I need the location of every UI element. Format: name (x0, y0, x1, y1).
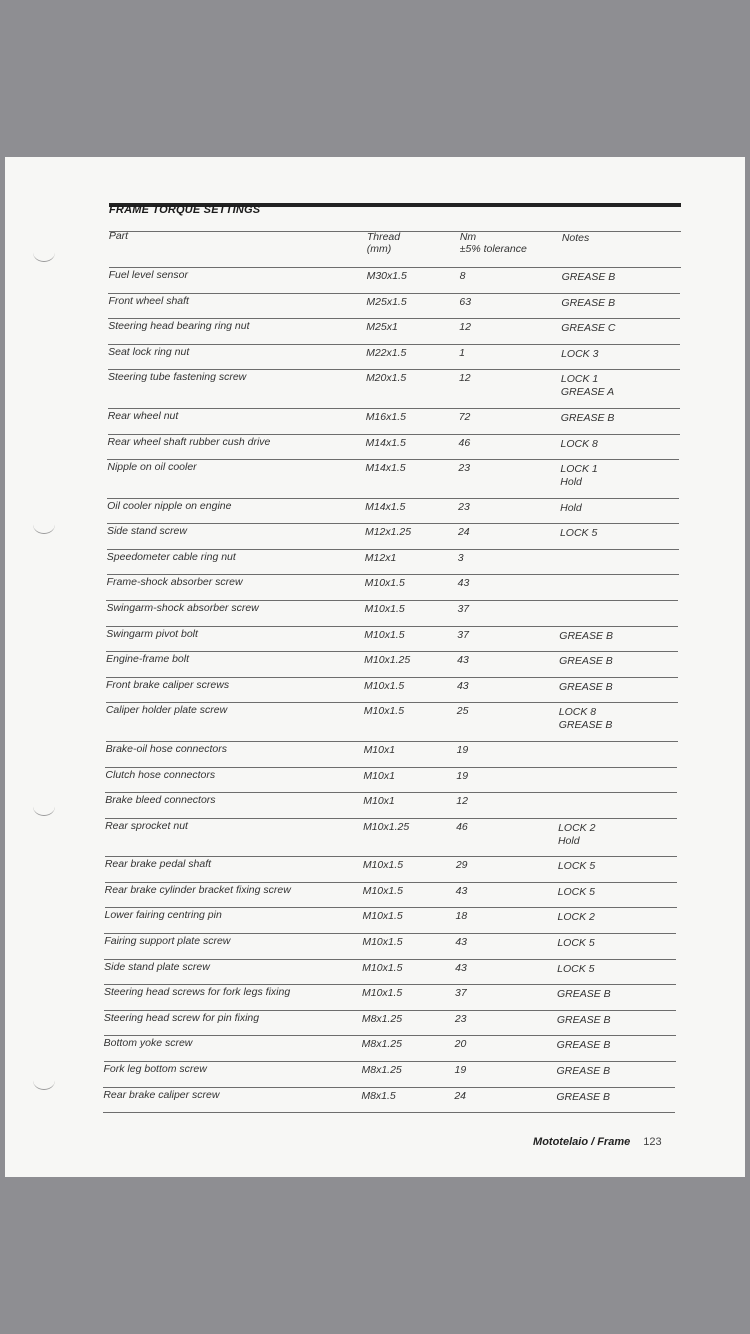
page-number: 123 (643, 1136, 662, 1148)
row-notes: GREASE B (561, 271, 616, 283)
row-part: Seat lock ring nut (108, 345, 190, 358)
row-divider (108, 408, 680, 409)
row-notes: LOCK 3 (561, 347, 599, 360)
row-nm: 43 (456, 679, 469, 692)
row-notes: LOCK 5 (557, 937, 595, 949)
row-divider (106, 741, 678, 742)
row-part: Rear sprocket nut (105, 819, 188, 832)
footer-section: Mototelaio / Frame (533, 1136, 631, 1148)
row-thread: M10x1.5 (362, 961, 403, 974)
row-thread: M10x1.5 (362, 884, 403, 897)
row-divider (105, 882, 677, 883)
row-nm: 72 (458, 410, 471, 423)
row-divider (106, 702, 678, 703)
row-thread: M10x1.5 (363, 679, 405, 692)
row-divider (105, 907, 677, 908)
header-notes: Notes (561, 232, 590, 244)
row-thread: M10x1 (363, 769, 395, 782)
row-thread: M10x1.5 (362, 936, 403, 948)
row-divider (104, 959, 676, 960)
row-part: Steering head screws for fork legs fixing (104, 986, 291, 999)
row-notes: GREASE C (561, 322, 616, 335)
row-divider (107, 498, 679, 499)
row-thread: M10x1.5 (362, 987, 403, 1000)
row-thread: M22x1.5 (366, 346, 407, 359)
row-divider (104, 1010, 676, 1011)
row-notes: GREASE B (556, 1090, 611, 1103)
row-nm: 29 (455, 859, 468, 872)
row-thread: M14x1.5 (365, 436, 406, 449)
row-divider (106, 677, 678, 678)
row-divider (103, 1112, 675, 1113)
row-divider (106, 626, 678, 627)
row-nm: 12 (458, 372, 471, 385)
row-notes: LOCK 5 (557, 885, 595, 898)
row-part: Rear brake pedal shaft (104, 858, 212, 871)
row-notes: GREASE B (558, 680, 613, 693)
row-nm: 63 (459, 295, 472, 308)
row-part: Bottom yoke screw (103, 1037, 193, 1050)
row-nm: 25 (456, 705, 469, 718)
row-part: Rear brake cylinder bracket fixing screw (104, 883, 291, 896)
row-part: Rear wheel nut (107, 409, 179, 422)
row-notes: GREASE B (556, 1039, 611, 1052)
row-notes: GREASE A (560, 386, 615, 399)
row-nm: 23 (458, 462, 471, 475)
row-divider (105, 792, 677, 793)
row-nm: 37 (457, 628, 469, 641)
row-divider (105, 767, 677, 768)
row-notes: LOCK 8 (558, 706, 597, 719)
row-divider (104, 1035, 676, 1036)
row-divider (105, 818, 677, 819)
row-notes: LOCK 1 (560, 373, 599, 386)
row-nm: 43 (457, 577, 470, 590)
row-notes: LOCK 5 (559, 527, 598, 540)
punch-hole (33, 797, 55, 816)
row-thread: M10x1.5 (364, 603, 405, 615)
row-thread: M10x1 (363, 795, 395, 808)
row-thread: M10x1.5 (364, 628, 405, 641)
row-thread: M10x1.5 (363, 705, 405, 718)
row-notes: LOCK 5 (557, 962, 595, 975)
row-nm: 1 (459, 346, 465, 359)
row-thread: M10x1.25 (364, 654, 411, 667)
row-notes: GREASE B (560, 411, 615, 424)
row-divider (104, 1061, 676, 1062)
row-part: Rear wheel shaft rubber cush drive (107, 435, 271, 448)
row-nm: 20 (454, 1038, 467, 1051)
row-notes: LOCK 8 (560, 437, 598, 450)
row-part: Steering head bearing ring nut (108, 320, 250, 333)
row-thread: M14x1.5 (365, 462, 406, 475)
row-thread: M8x1.5 (361, 1089, 396, 1102)
row-thread: M10x1.5 (362, 859, 404, 872)
row-part: Clutch hose connectors (105, 768, 216, 781)
row-notes: GREASE B (557, 988, 611, 1001)
row-divider (107, 549, 679, 550)
row-notes: GREASE B (561, 296, 616, 309)
row-nm: 24 (454, 1089, 467, 1102)
row-nm: 43 (455, 884, 468, 897)
row-notes: LOCK 1 (560, 463, 598, 476)
row-nm: 12 (459, 321, 471, 334)
row-part: Swingarm-shock absorber screw (106, 602, 259, 614)
row-part: Swingarm pivot bolt (106, 627, 198, 640)
row-nm: 19 (454, 1064, 467, 1076)
row-nm: 8 (459, 270, 466, 282)
row-thread: M25x1.5 (366, 295, 407, 308)
row-divider (103, 1087, 675, 1088)
header-thread-unit: (mm) (366, 243, 392, 255)
row-part: Steering tube fastening screw (107, 371, 247, 384)
row-part: Fuel level sensor (108, 269, 188, 281)
row-thread: M14x1.5 (365, 500, 406, 513)
row-part: Steering head screw for pin fixing (103, 1011, 260, 1024)
row-divider (108, 434, 680, 435)
row-thread: M16x1.5 (365, 410, 406, 423)
row-notes: Hold (560, 476, 582, 489)
row-part: Brake-oil hose connectors (105, 742, 227, 755)
row-part: Frame-shock absorber screw (106, 576, 243, 589)
row-nm: 37 (455, 987, 467, 1000)
row-nm: 23 (458, 500, 470, 513)
row-part: Speedometer cable ring nut (106, 550, 236, 563)
row-thread: M25x1 (366, 321, 398, 334)
row-notes: Hold (560, 501, 582, 514)
row-part: Oil cooler nipple on engine (107, 499, 232, 512)
row-part: Engine-frame bolt (106, 653, 190, 666)
row-thread: M10x1.5 (362, 910, 403, 923)
row-notes: GREASE B (556, 1013, 611, 1026)
row-notes: GREASE B (559, 629, 613, 642)
row-notes: GREASE B (558, 719, 613, 732)
row-nm: 24 (457, 526, 470, 539)
punch-hole (33, 243, 55, 262)
header-thread: Thread (366, 231, 401, 243)
row-divider (108, 344, 680, 345)
header-nm: Nm (459, 231, 477, 243)
page-footer (533, 1136, 662, 1148)
row-thread: M30x1.5 (366, 270, 407, 282)
row-notes: LOCK 2 (558, 821, 596, 834)
row-part: Fairing support plate screw (104, 935, 231, 947)
header-part: Part (108, 230, 129, 242)
row-part: Caliper holder plate screw (105, 704, 228, 717)
row-divider (106, 651, 678, 652)
row-nm: 12 (456, 795, 468, 808)
punch-hole (33, 1071, 55, 1090)
row-part: Side stand screw (106, 525, 187, 538)
row-thread: M8x1.25 (361, 1064, 402, 1076)
row-divider (108, 293, 680, 294)
row-part: Brake bleed connectors (105, 794, 216, 807)
header-nm-tolerance: ±5% tolerance (459, 243, 527, 255)
row-divider (109, 267, 681, 268)
row-divider (107, 459, 679, 460)
row-divider (105, 856, 677, 857)
row-nm: 37 (457, 603, 470, 615)
row-nm: 19 (456, 743, 469, 756)
row-part: Lower fairing centring pin (104, 909, 222, 922)
row-divider (106, 600, 678, 601)
row-nm: 43 (455, 936, 468, 948)
table-title: FRAME TORQUE SETTINGS (109, 204, 261, 216)
row-nm: 19 (456, 769, 469, 782)
row-divider (108, 369, 680, 370)
row-divider (107, 523, 679, 524)
row-notes: GREASE B (559, 655, 613, 668)
row-part: Front brake caliper screws (105, 678, 230, 691)
row-thread: M8x1.25 (361, 1038, 402, 1051)
row-part: Fork leg bottom screw (103, 1063, 207, 1075)
row-thread: M12x1.25 (364, 526, 412, 539)
row-thread: M20x1.5 (365, 372, 407, 385)
row-nm: 46 (458, 436, 471, 449)
row-nm: 43 (455, 961, 467, 974)
row-notes: GREASE B (556, 1065, 611, 1077)
row-thread: M10x1 (363, 743, 396, 756)
punch-hole (33, 515, 55, 534)
row-divider (107, 574, 679, 575)
row-thread: M12x1 (364, 551, 397, 564)
row-nm: 23 (454, 1012, 467, 1025)
row-notes: LOCK 5 (557, 860, 596, 873)
row-part: Side stand plate screw (104, 960, 210, 973)
row-nm: 43 (457, 654, 469, 667)
row-part: Nipple on oil cooler (107, 461, 197, 474)
row-divider (108, 318, 680, 319)
row-nm: 46 (456, 820, 468, 833)
row-thread: M8x1.25 (361, 1012, 403, 1025)
row-divider (104, 933, 676, 934)
document-page (5, 157, 745, 1177)
row-nm: 18 (455, 910, 468, 923)
row-thread: M10x1.5 (364, 577, 405, 590)
row-notes: Hold (557, 834, 580, 847)
row-part: Rear brake caliper screw (103, 1088, 220, 1101)
row-thread: M10x1.25 (363, 820, 410, 833)
row-nm: 3 (457, 551, 464, 564)
row-notes: LOCK 2 (557, 911, 595, 924)
row-divider (104, 984, 676, 985)
row-part: Front wheel shaft (108, 294, 189, 307)
